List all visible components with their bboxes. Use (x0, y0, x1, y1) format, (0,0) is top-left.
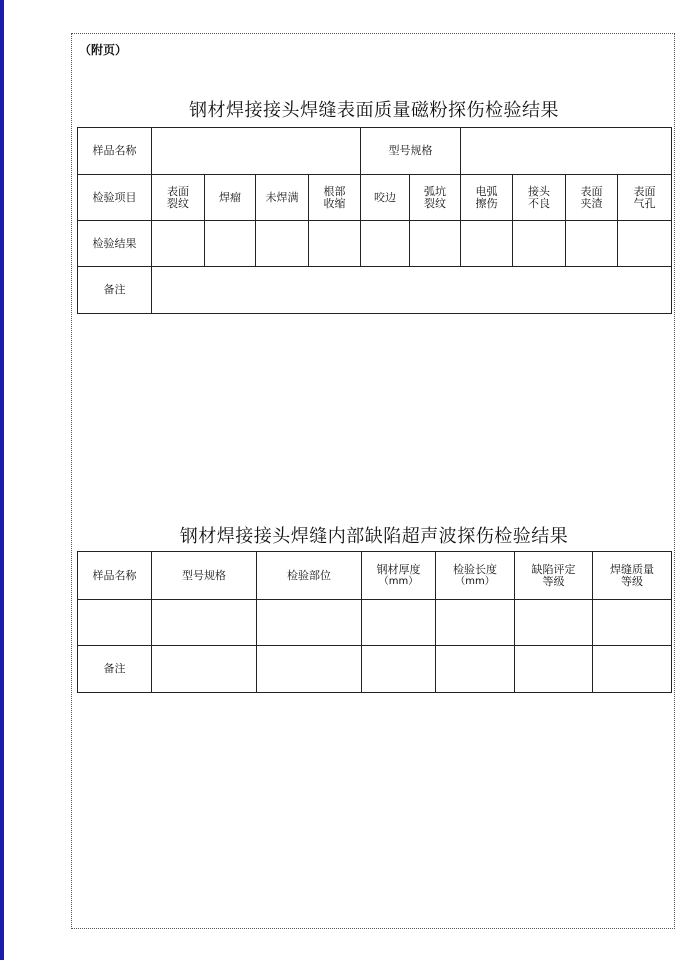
inspection-item: 弧坑 裂纹 (410, 175, 461, 221)
sample-name-value[interactable] (152, 128, 361, 175)
data-cell[interactable] (78, 600, 152, 646)
remarks-cell[interactable] (436, 646, 515, 693)
inspection-result-row (78, 221, 672, 267)
sample-name-label: 样品名称 (78, 128, 152, 175)
inspection-item: 表面 夹渣 (566, 175, 618, 221)
model-spec-value[interactable] (461, 128, 672, 175)
remarks-cell[interactable] (593, 646, 672, 693)
data-cell[interactable] (257, 600, 362, 646)
inspection-items-row (78, 175, 672, 221)
sample-row (78, 128, 672, 175)
window-left-border (0, 0, 4, 960)
weld-quality-header: 焊缝质量 等级 (593, 552, 672, 600)
remarks-label: 备注 (78, 267, 152, 314)
magnetic-test-table (77, 127, 672, 314)
data-row (78, 600, 672, 646)
inspection-item: 根部 收缩 (309, 175, 361, 221)
remarks-cell[interactable] (362, 646, 436, 693)
result-cell[interactable] (205, 221, 256, 267)
inspection-item: 电弧 擦伤 (461, 175, 513, 221)
magnetic-test-title: 钢材焊接接头焊缝表面质量磁粉探伤检验结果 (189, 100, 559, 121)
inspection-item: 表面 裂纹 (152, 175, 205, 221)
result-cell[interactable] (256, 221, 309, 267)
inspection-item: 接头 不良 (513, 175, 566, 221)
data-cell[interactable] (436, 600, 515, 646)
thickness-header: 钢材厚度 （mm） (362, 552, 436, 600)
header-row (78, 552, 672, 600)
data-cell[interactable] (593, 600, 672, 646)
result-cell[interactable] (618, 221, 672, 267)
remarks-row (78, 646, 672, 693)
appendix-label: （附页） (79, 43, 128, 57)
remarks-cell[interactable] (515, 646, 593, 693)
remarks-cell[interactable] (257, 646, 362, 693)
sample-name-header: 样品名称 (78, 552, 152, 600)
remarks-value[interactable] (152, 267, 672, 314)
ultrasonic-test-table (77, 551, 672, 693)
inspection-items-label: 检验项目 (78, 175, 152, 221)
result-cell[interactable] (513, 221, 566, 267)
remarks-label: 备注 (78, 646, 152, 693)
result-cell[interactable] (152, 221, 205, 267)
data-cell[interactable] (362, 600, 436, 646)
result-cell[interactable] (361, 221, 410, 267)
result-cell[interactable] (410, 221, 461, 267)
model-spec-label: 型号规格 (361, 128, 461, 175)
inspection-item: 表面 气孔 (618, 175, 672, 221)
inspection-result-label: 检验结果 (78, 221, 152, 267)
defect-grade-header: 缺陷评定 等级 (515, 552, 593, 600)
remarks-cell[interactable] (152, 646, 257, 693)
data-cell[interactable] (515, 600, 593, 646)
inspection-item: 焊瘤 (205, 175, 256, 221)
inspection-part-header: 检验部位 (257, 552, 362, 600)
data-cell[interactable] (152, 600, 257, 646)
inspection-length-header: 检验长度 （mm） (436, 552, 515, 600)
result-cell[interactable] (566, 221, 618, 267)
remarks-row (78, 267, 672, 314)
result-cell[interactable] (309, 221, 361, 267)
inspection-item: 咬边 (361, 175, 410, 221)
inspection-item: 未焊满 (256, 175, 309, 221)
result-cell[interactable] (461, 221, 513, 267)
model-spec-header: 型号规格 (152, 552, 257, 600)
ultrasonic-test-title: 钢材焊接接头焊缝内部缺陷超声波探伤检验结果 (179, 526, 569, 547)
